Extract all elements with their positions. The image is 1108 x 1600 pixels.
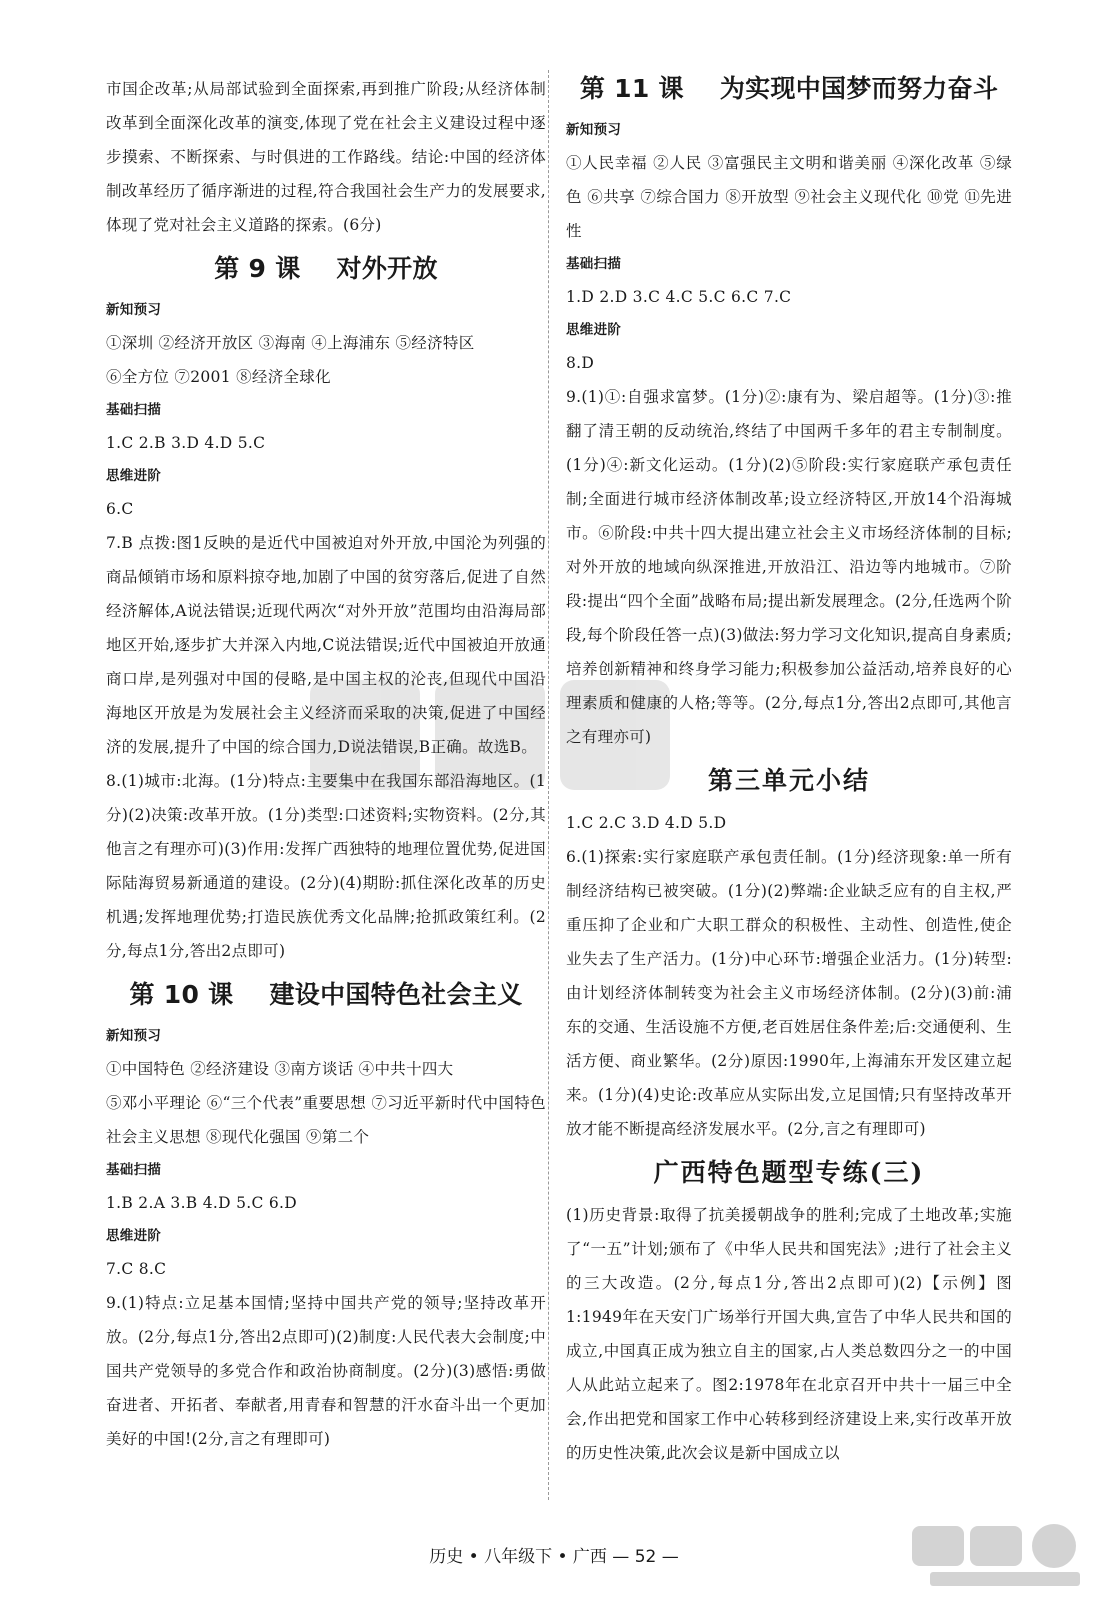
special-practice-title: 广西特色题型专练(三) [653, 1158, 925, 1187]
unit-summary-title: 第三单元小结 [707, 766, 870, 795]
lesson10-advance-label: 思维进阶 [106, 1228, 162, 1244]
lesson11-basic-label: 基础扫描 [566, 256, 622, 272]
lesson11-basic-answers: 1.D 2.D 3.C 4.C 5.C 6.C 7.C [566, 288, 792, 306]
intro-paragraph: 市国企改革;从局部试验到全面探索,再到推广阶段;从经济体制改革到全面深化改革的演变,体现了党在社会主义建设过程中逐步摸索、不断探索、与时俱进的工作路线。结论:中国的经济体制改革经历了循序渐进的过程,符合我国社会生产力的发展要求,体现了党对社会主义道路的探索。(6分) [106, 80, 546, 234]
lesson9-basic-label: 基础扫描 [106, 402, 162, 418]
lesson11-q8: 8.D [566, 354, 595, 372]
lesson10-preview-line1: ①中国特色 ②经济建设 ③南方谈话 ④中共十四大 [106, 1060, 454, 1078]
lesson11-q9: 9.(1)①:自强求富梦。(1分)②:康有为、梁启超等。(1分)③:推翻了清王朝的反动统治,终结了中国两千多年的君主专制制度。(1分)④:新文化运动。(1分)(2)⑤阶段:实行家庭联产承包责任制;全面进行城市经济体制改革;设立经济特区,开放14个沿海城市。⑥阶段:中共十四大提出建立社会主义市场经济体制的目标;对外开放的地域向纵深推进,开放沿江、沿边等内地城市。⑦阶段:提出“四个全面”战略布局;提出新发展理念。(2分,任选两个阶段,每个阶段任答一点)(3)做法:努力学习文化知识,提高自身素质;培养创新精神和终身学习能力;积极参加公益活动,培养良好的心理素质和健康的人格;等等。(2分,每点1分,答出2点即可,其他言之有理亦可) [566, 388, 1012, 746]
lesson10-basic-answers: 1.B 2.A 3.B 4.D 5.C 6.D [106, 1194, 297, 1212]
lesson9-q8: 8.(1)城市:北海。(1分)特点:主要集中在我国东部沿海地区。(1分)(2)决策:改革开放。(1分)类型:口述资料;实物资料。(2分,其他言之有理亦可)(3)作用:发挥广西独特的地理位置优势,促进国际陆海贸易新通道的建设。(2分)(4)期盼:抓住深化改革的历史机遇;发挥地理优势;打造民族优秀文化品牌;抢抓政策红利。(2分,每点1分,答出2点即可) [106, 772, 546, 960]
lesson10-q7-q8: 7.C 8.C [106, 1260, 167, 1278]
lesson9-preview-line1: ①深圳 ②经济开放区 ③海南 ④上海浦东 ⑤经济特区 [106, 334, 475, 352]
lesson9-q6: 6.C [106, 500, 134, 518]
lesson11-preview-label: 新知预习 [566, 122, 622, 138]
column-divider [548, 70, 549, 1500]
unit-summary-q6: 6.(1)探索:实行家庭联产承包责任制。(1分)经济现象:单一所有制经济结构已被突破。(1分)(2)弊端:企业缺乏应有的自主权,严重压抑了企业和广大职工群众的积极性、主动性、创造性,使企业失去了生产活力。(1分)中心环节:增强企业活力。(1分)转型:由计划经济体制转变为社会主义市场经济体制。(2分)(3)前:浦东的交通、生活设施不方便,老百姓居住条件差;后:交通便利、生活方便、商业繁华。(2分)原因:1990年,上海浦东开发区建立起来。(1分)(4)史论:改革应从实际出发,立足国情;只有坚持改革开放才能不断提高经济发展水平。(2分,言之有理即可) [566, 848, 1012, 1138]
lesson9-q7: 7.B 点拨:图1反映的是近代中国被迫对外开放,中国沦为列强的商品倾销市场和原料掠夺地,加剧了中国的贫穷落后,促进了自然经济解体,A说法错误;近现代两次“对外开放”范围均由沿海局部地区开始,逐步扩大并深入内地,C说法错误;近代中国被迫开放通商口岸,是列强对中国的侵略,是中国主权的沦丧,但现代中国沿海地区开放是为发展社会主义经济而采取的决策,促进了中国经济的发展,提升了中国的综合国力,D说法错误,B正确。故选B。 [106, 534, 546, 756]
lesson11-advance-label: 思维进阶 [566, 322, 622, 338]
lesson10-q9: 9.(1)特点:立足基本国情;坚持中国共产党的领导;坚持改革开放。(2分,每点1分,答出2点即可)(2)制度:人民代表大会制度;中国共产党领导的多党合作和政治协商制度。(2分)(3)感悟:勇做奋进者、开拓者、奉献者,用青春和智慧的汗水奋斗出一个更加美好的中国!(2分,言之有理即可) [106, 1294, 546, 1448]
lesson11-title: 第 11 课 为实现中国梦而努力奋斗 [579, 74, 999, 103]
right-column [566, 72, 1012, 1470]
lesson9-preview-line2: ⑥全方位 ⑦2001 ⑧经济全球化 [106, 368, 331, 386]
page-footer: 历史 • 八年级下 • 广西 — 52 — [429, 1547, 679, 1567]
lesson9-title: 第 9 课 对外开放 [214, 254, 438, 283]
left-column [106, 72, 546, 1456]
lesson9-basic-answers: 1.C 2.B 3.D 4.D 5.C [106, 434, 266, 452]
lesson10-preview-label: 新知预习 [106, 1028, 162, 1044]
lesson9-advance-label: 思维进阶 [106, 468, 162, 484]
lesson10-basic-label: 基础扫描 [106, 1162, 162, 1178]
lesson10-preview-line2: ⑤邓小平理论 ⑥“三个代表”重要思想 ⑦习近平新时代中国特色社会主义思想 ⑧现代化强国 ⑨第二个 [106, 1094, 546, 1146]
special-practice-text: (1)历史背景:取得了抗美援朝战争的胜利;完成了土地改革;实施了“一五”计划;颁布了《中华人民共和国宪法》;进行了社会主义的三大改造。(2分,每点1分,答出2点即可)(2)【示例】图1:1949年在天安门广场举行开国大典,宣告了中华人民共和国的成立,中国真正成为独立自主的国家,占人类总数四分之一的中国人从此站立起来了。图2:1978年在北京召开中共十一届三中全会,作出把党和国家工作中心转移到经济建设上来,实行改革开放的历史性决策,此次会议是新中国成立以 [566, 1206, 1012, 1462]
lesson10-title: 第 10 课 建设中国特色社会主义 [129, 980, 523, 1009]
unit-summary-answers: 1.C 2.C 3.D 4.D 5.D [566, 814, 727, 832]
lesson9-preview-label: 新知预习 [106, 302, 162, 318]
lesson11-preview-text: ①人民幸福 ②人民 ③富强民主文明和谐美丽 ④深化改革 ⑤绿色 ⑥共享 ⑦综合国力 ⑧开放型 ⑨社会主义现代化 ⑩党 ⑪先进性 [566, 154, 1012, 240]
